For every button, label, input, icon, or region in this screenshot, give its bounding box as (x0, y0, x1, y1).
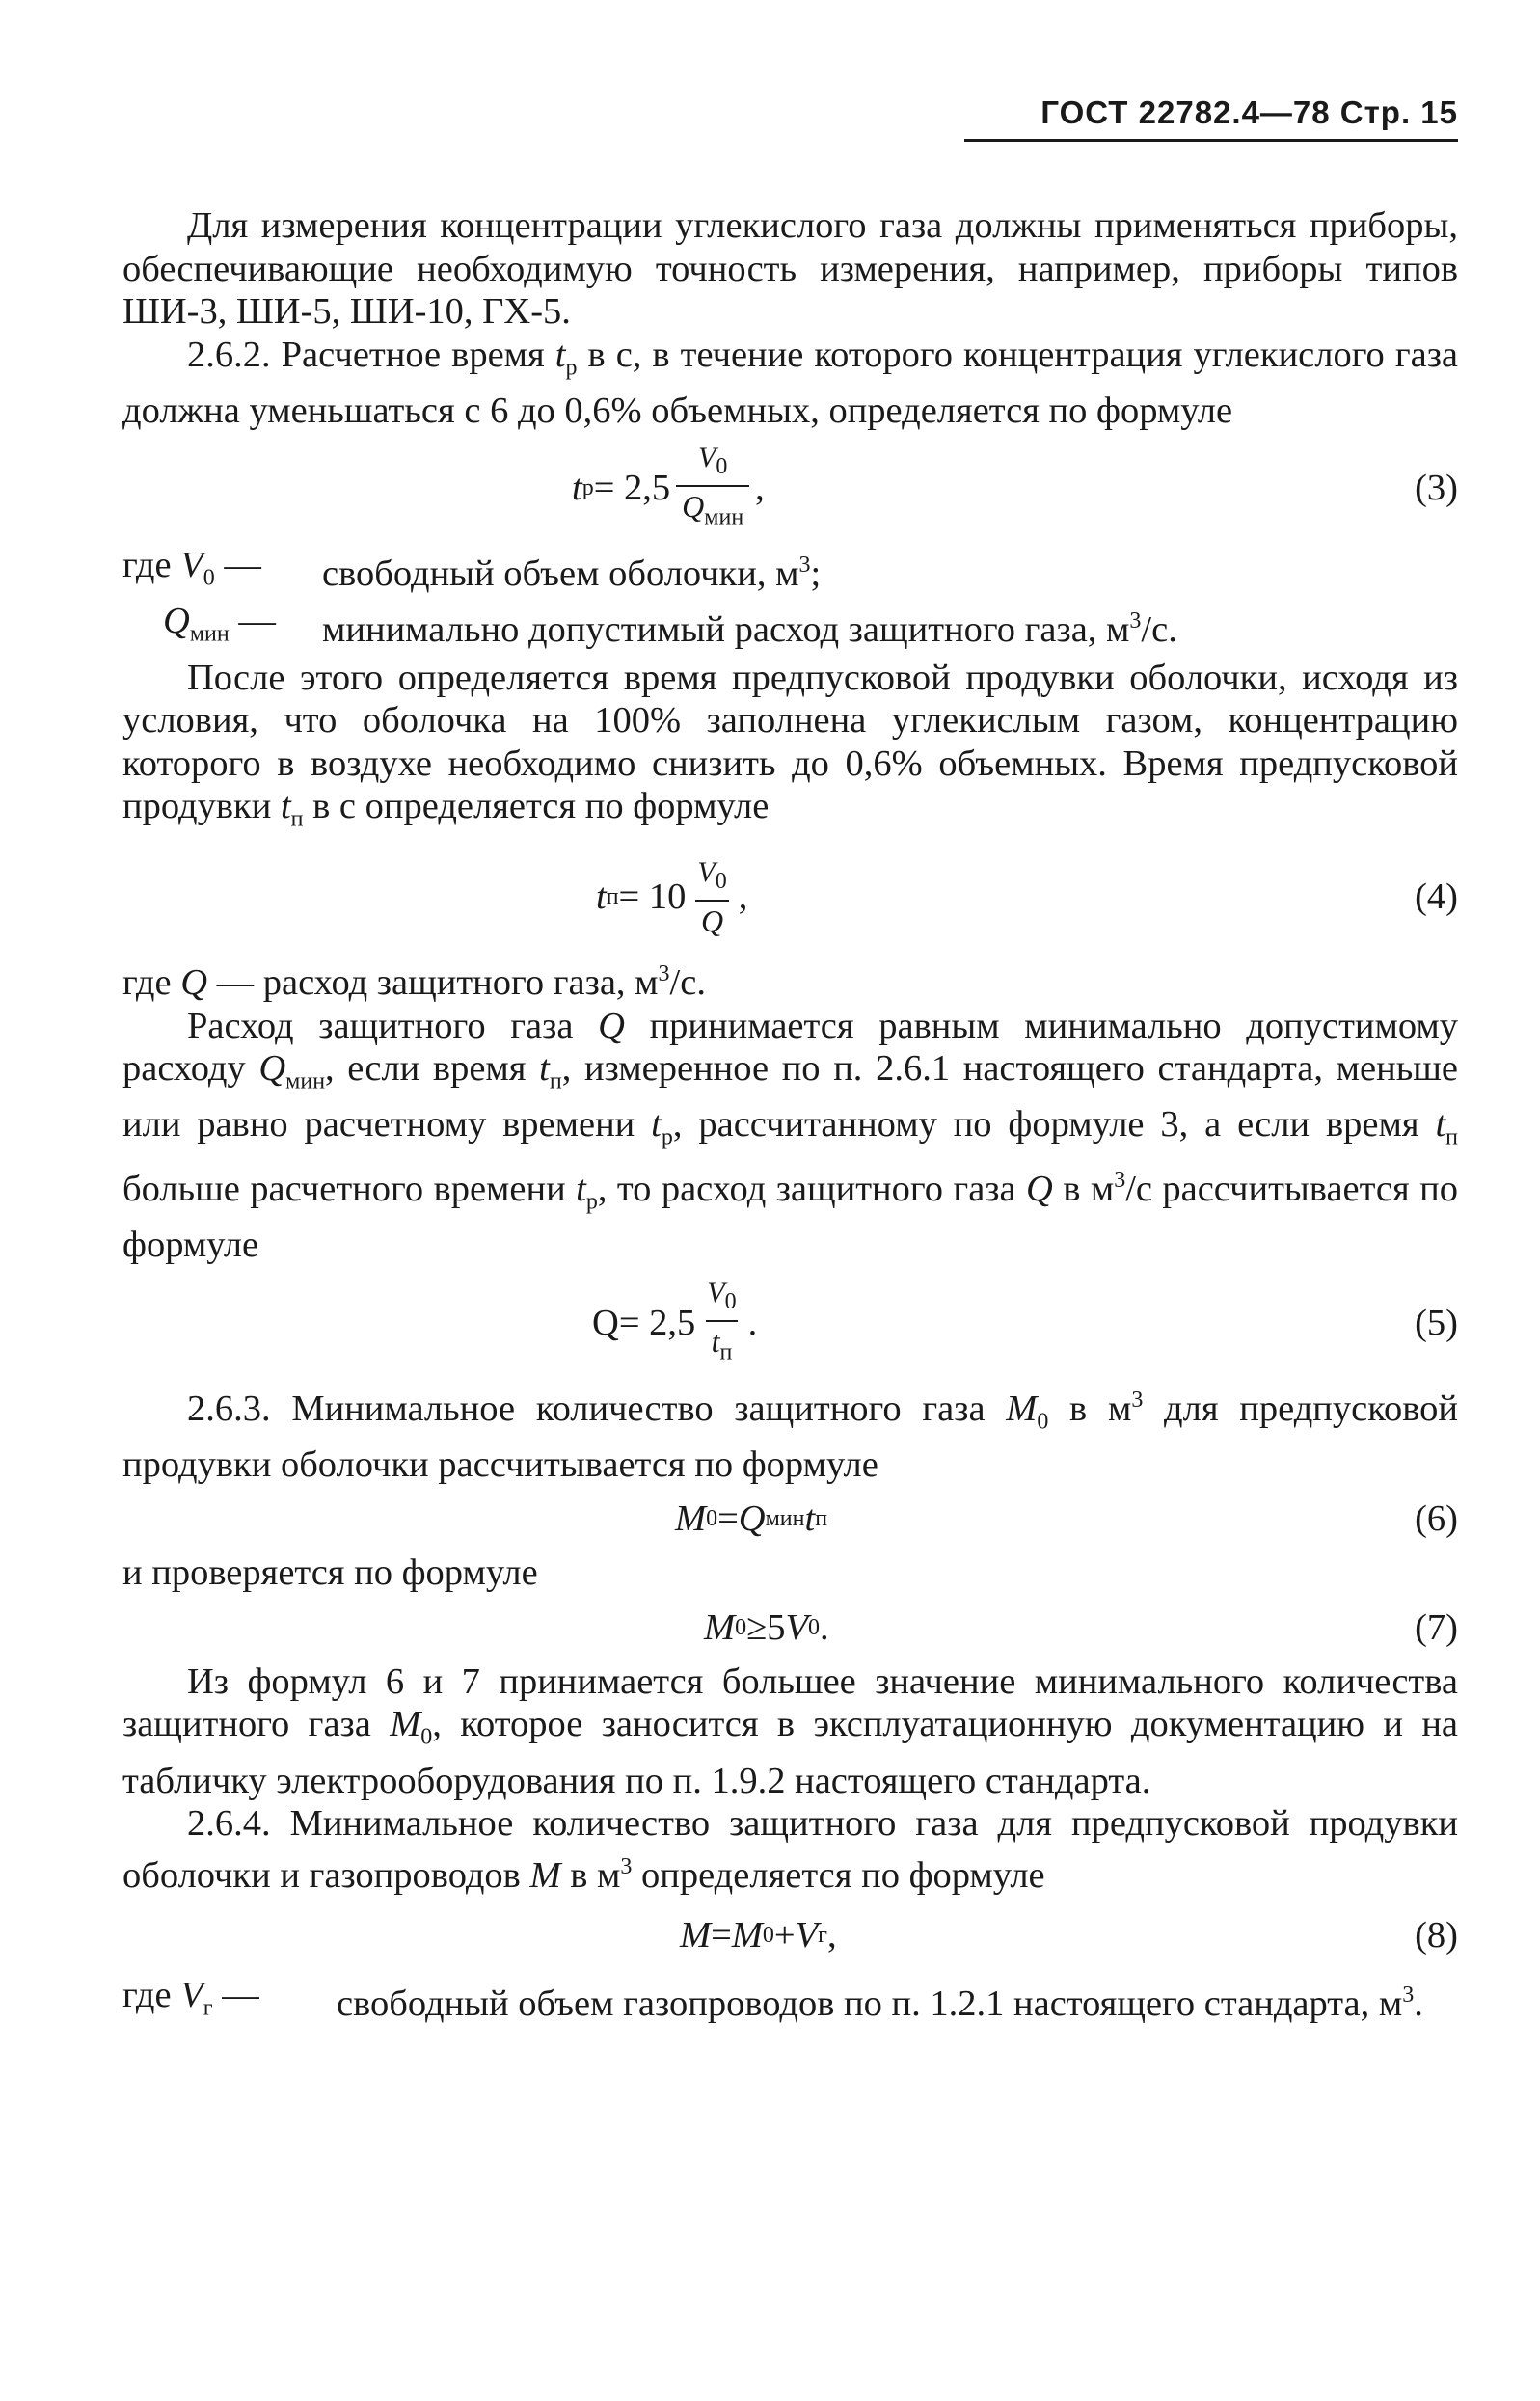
formula-3 (122, 436, 1458, 540)
formula-7-number: (7) (1415, 1606, 1458, 1648)
paragraph-prestart-purge: После этого определяется время предпусковой продувки оболочки, исходя из условия, что оболочка на 100% заполнена углекислым газом, концентрацию которого в воздухе необходимо снизить до 0,6% объемных. Время предпусковой продувки $t_п$ в с определяется по формуле (122, 657, 1458, 832)
formula-3-expression: t р = 2,5 $\frac{V_0}{Q_{мин}}$ , (572, 436, 765, 540)
paragraph-instruments: Для измерения концентрации углекислого газа должны применяться приборы, обеспечивающие необходимую точность измерения, например, приборы типов ШИ-3, ШИ-5, ШИ-10, ГХ-5. (122, 205, 1458, 332)
paragraph-2-6-3: 2.6.3. Минимальное количество защитного газа $M_0$ в $м^3$ для предпусковой продувки оболочки рассчитывается по формуле (122, 1387, 1458, 1485)
definition-q: где Q — расход защитного газа, $м^3/с$. (122, 961, 706, 1004)
formula-8-number: (8) (1415, 1914, 1458, 1956)
paragraph-check: и проверяется по формуле (122, 1552, 538, 1594)
paragraph-2-6-4: 2.6.4. Минимальное количество защитного газа для предпусковой продувки оболочки и газопроводов M в $м^3$ определяется по формуле (122, 1803, 1458, 1896)
formula-3-number: (3) (1415, 467, 1458, 508)
formula-4-number: (4) (1415, 877, 1458, 917)
formula-6 (122, 1490, 1458, 1548)
paragraph-2-6-2: 2.6.2. Расчетное время $t_р$ в с, в течение которого концентрация углекислого газа должна уменьшаться с 6 до 0,6% объемных, определяется по формуле (122, 334, 1458, 431)
formula-8 (122, 1901, 1458, 1970)
fraction: $\frac{V_0}{t_п}$ (701, 1275, 742, 1371)
formula-5-expression: Q = 2,5 $\frac{V_0}{t_п}$ . (592, 1271, 757, 1375)
formula-6-expression: M 0 = Q мин t п (675, 1498, 828, 1540)
paragraph-flow-rate: Расход защитного газа Q принимается равным минимально допустимому расходу $Q_{мин}$, если время $t_п$, измеренное по п. 2.6.1 настоящего стандарта, меньше или равно расчетному времени $t_р$, рассчитанному по формуле 3, а если время $t_п$ больше расчетного времени $t_р$, то расход защитного газа Q в $м^3/с$ рассчитывается по формуле (122, 1005, 1459, 1266)
formula-4-expression: t п = 10 $\frac{V_0}{Q}$ , (596, 855, 748, 938)
formula-5-number: (5) (1415, 1302, 1458, 1343)
formula-4 (122, 845, 1458, 949)
formula-7-expression: M 0 ≥ 5 V 0 . (704, 1606, 829, 1648)
formula-6-number: (6) (1415, 1498, 1458, 1540)
paragraph-larger-value: Из формул 6 и 7 принимается большее значение минимального количества защитного газа $M_0$, которое заносится в эксплуатационную документацию и на табличку электрооборудования по п. 1.9.2 настоящего стандарта. (122, 1660, 1459, 1801)
formula-5 (122, 1271, 1458, 1375)
formula-8-expression: M = M 0 + V г , (680, 1914, 837, 1956)
formula-7 (122, 1599, 1458, 1657)
definition-vg: где $V_г$ — свободный объем газопроводов по п. 1.2.1 настоящего стандарта, $м^3$. (122, 1975, 1423, 2024)
page-header: ГОСТ 22782.4—78 Стр. 15 (964, 94, 1458, 142)
fraction: $\frac{V_0}{Q_{мин}}$ (676, 440, 749, 536)
document-body (122, 204, 1458, 2030)
definition-qmin: $Q_{мин}$ — минимально допустимый расход защитного газа, $м^3/с$. (163, 601, 1177, 651)
definition-v0: где $V_0$ — свободный объем оболочки, $м^3$; (122, 545, 822, 595)
fraction: $\frac{V_0}{Q}$ (691, 854, 732, 940)
